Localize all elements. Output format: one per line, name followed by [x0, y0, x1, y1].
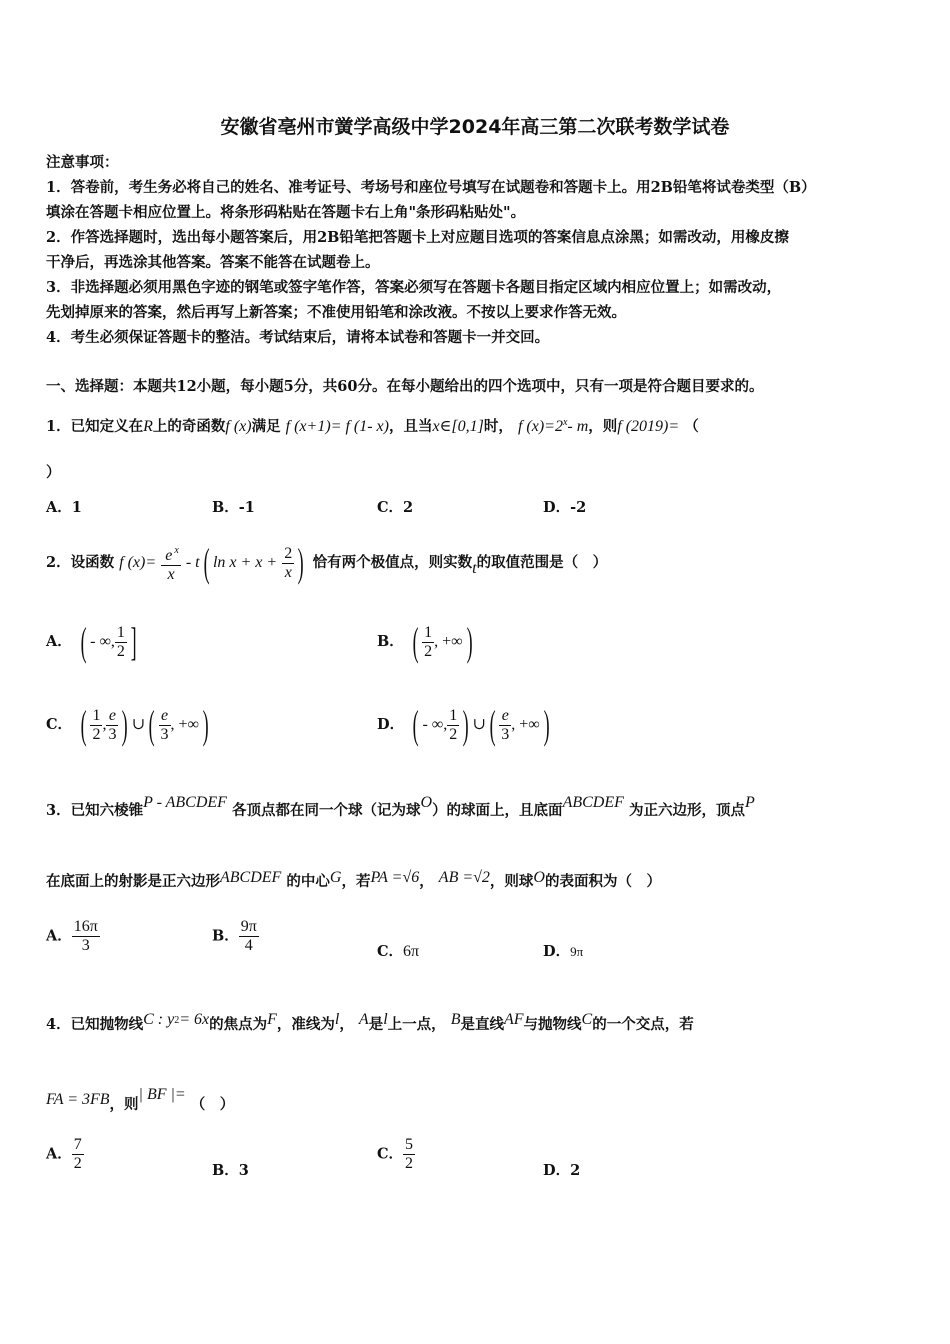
q4-text: 上一点，	[387, 1016, 446, 1033]
paren-left: (	[412, 619, 419, 664]
q4-text: ，	[339, 1016, 354, 1033]
question-3	[46, 788, 906, 826]
option-label: C．	[377, 1145, 404, 1163]
q3-math: P	[744, 794, 755, 811]
q3-math: ABCDEF	[562, 794, 624, 811]
option-math: e	[106, 707, 118, 726]
q4-math: = 6x	[179, 1011, 210, 1028]
paren-right: )	[297, 540, 304, 585]
q3-math: G	[329, 869, 342, 886]
paren-right: )	[543, 702, 550, 747]
option-math: 4	[244, 937, 253, 954]
q4-text: ，准线为	[276, 1016, 335, 1033]
option-fraction	[447, 707, 459, 744]
notice-line: 干净后，再选涂其他答案。答案不能答在试题卷上。	[46, 254, 380, 271]
option-math: 2	[92, 725, 101, 743]
option-math: 2	[405, 1155, 414, 1172]
q1-text: （	[684, 417, 699, 435]
notice-heading: 注意事项：	[46, 154, 119, 171]
q1-math: f (x+1)= f (1- x)	[285, 417, 389, 435]
q1-text: 1．已知定义在	[46, 417, 144, 435]
q1-text: 满足	[251, 417, 281, 435]
q3-text: 在底面上的射影是正六边形	[46, 873, 220, 890]
q2-math: x	[284, 563, 292, 581]
option-math: 3	[108, 725, 117, 743]
q3-option-c	[377, 940, 419, 961]
q4-text: ，则	[109, 1096, 139, 1113]
q1-text: ，则	[588, 417, 618, 435]
comma: ,	[102, 716, 107, 733]
q4-math: | BF |=	[138, 1086, 186, 1103]
q2-text: 2．设函数	[46, 554, 115, 571]
option-math: ∪	[131, 716, 146, 733]
q3-math: PA =√6	[370, 869, 420, 886]
option-math: 9π	[570, 944, 584, 959]
notice-line: 2．作答选择题时，选出每小题答案后，用2B铅笔把答题卡上对应题目选项的答案信息点涂黑；如需改动，用橡皮擦	[46, 229, 789, 246]
option-label: A．	[46, 927, 72, 945]
q3-math: O	[420, 794, 433, 811]
q1-math: f (x)	[225, 417, 252, 435]
q4-text: 的焦点为	[209, 1016, 268, 1033]
q1-math: R	[143, 417, 153, 435]
option-math: , +∞	[511, 716, 540, 733]
option-label: C．	[377, 943, 404, 960]
q3-text: 各顶点都在同一个球（记为球	[232, 802, 421, 819]
option-math: 3	[81, 937, 90, 954]
option-math: 2	[116, 642, 125, 660]
q4-text: 是直线	[460, 1016, 504, 1033]
q4-math: FA = 3FB	[46, 1091, 110, 1108]
q4-math: A	[358, 1011, 369, 1028]
paren-left: (	[203, 540, 210, 585]
q3-option-b	[212, 918, 259, 955]
q1-option-a: A．1	[46, 499, 82, 516]
q3-text: 的中心	[286, 873, 330, 890]
q2-math: e	[165, 546, 173, 564]
q2-option-d	[377, 702, 553, 747]
q3-math: O	[533, 869, 545, 886]
q4-math: C	[581, 1011, 593, 1028]
q4-option-a	[46, 1136, 84, 1173]
q4-text: 与抛物线	[523, 1016, 582, 1033]
option-label: B．	[212, 927, 239, 945]
q4-text: 是	[368, 1016, 384, 1033]
question-4	[46, 1005, 906, 1040]
q1-math: f (x)=2	[517, 417, 563, 435]
option-fraction	[115, 624, 127, 661]
q1-text: 上的奇函数	[152, 417, 226, 435]
option-fraction	[72, 918, 100, 955]
q2-fraction	[161, 542, 181, 583]
option-math: 5	[405, 1136, 414, 1153]
option-math: 9π	[240, 918, 257, 935]
question-2	[46, 540, 906, 586]
paren-left: (	[80, 619, 87, 664]
option-math: 3	[160, 725, 169, 743]
q1-math: f (2019)=	[617, 417, 680, 435]
q3-text: ，则球	[489, 873, 534, 890]
q3-text: ）的球面上，且底面	[432, 802, 563, 819]
option-label: B．	[377, 633, 404, 650]
q4-text: 4．已知抛物线	[46, 1016, 144, 1033]
q1-math: x∈[0,1]	[432, 417, 484, 435]
option-label: A．	[46, 1145, 72, 1163]
paren-left: (	[412, 702, 419, 747]
option-math: , +∞	[434, 633, 463, 650]
q4-math: F	[267, 1011, 277, 1028]
q3-text: ，	[419, 873, 434, 890]
notice-line: 填涂在答题卡相应位置上。将条形码粘贴在答题卡右上角"条形码粘贴处"。	[46, 204, 526, 221]
notice-line: 3．非选择题必须用黑色字迹的钢笔或签字笔作答，答案必须写在答题卡各题目指定区域内相应位置上；如需改动，	[46, 279, 782, 296]
option-fraction	[499, 707, 511, 744]
q4-option-c	[377, 1136, 415, 1173]
q4-math: 2	[174, 1015, 180, 1027]
q3-math: AB =√2	[438, 869, 490, 886]
q1-math: - m	[567, 417, 589, 435]
option-fraction	[159, 707, 171, 744]
q1-math: x	[562, 417, 568, 428]
q2-option-c	[46, 702, 212, 747]
question-4-cont	[46, 1080, 906, 1120]
q1-close: ）	[46, 464, 61, 481]
q2-option-a	[46, 619, 140, 664]
paren-right: )	[122, 702, 129, 747]
option-fraction	[90, 707, 102, 744]
q4-math: l	[334, 1011, 340, 1028]
option-math: 6π	[403, 943, 420, 960]
option-math: e	[159, 707, 171, 726]
option-label: D．	[543, 943, 571, 960]
notice-line: 先划掉原来的答案，然后再写上新答案；不准使用铅笔和涂改液。不按以上要求作答无效。	[46, 304, 626, 321]
q2-text: 恰有两个极值点，则实数	[312, 554, 473, 571]
question-1	[46, 410, 906, 439]
q2-math: ln x + x +	[212, 554, 278, 571]
q4-text: （ ）	[190, 1096, 235, 1113]
q1-text: ，且当	[388, 417, 433, 435]
q2-math: x	[174, 545, 179, 557]
page-title: 安徽省亳州市黉学高级中学2024年高三第二次联考数学试卷	[220, 116, 730, 138]
q2-math: t	[472, 560, 477, 577]
q2-math: - t	[185, 554, 200, 571]
q4-math: l	[383, 1011, 388, 1028]
option-math: 16π	[73, 918, 98, 935]
option-math: 1	[92, 706, 101, 724]
option-math: 1	[449, 706, 458, 724]
q2-math: f (x)=	[119, 554, 157, 571]
q4-option-b: B．3	[212, 1162, 249, 1179]
paren-left: (	[148, 702, 155, 747]
option-math: 2	[449, 725, 458, 743]
paren-right: )	[202, 702, 209, 747]
option-math: 2	[424, 642, 433, 660]
q4-math: C : y	[143, 1011, 175, 1028]
q2-option-b	[377, 619, 476, 664]
q1-option-c: C．2	[377, 499, 414, 516]
q4-math: AF	[503, 1011, 524, 1028]
q1-option-b: B．-1	[212, 499, 255, 516]
option-fraction	[403, 1136, 415, 1173]
paren-left: (	[489, 702, 496, 747]
option-math: 3	[501, 725, 510, 743]
paren-right: )	[466, 619, 473, 664]
q2-math: x	[167, 565, 175, 583]
question-3-cont	[46, 863, 906, 897]
option-label: A．	[46, 633, 72, 650]
notice-line: 1．答卷前，考生务必将自己的姓名、准考证号、考场号和座位号填写在试题卷和答题卡上。用2B铅笔将试卷类型（B）	[46, 179, 816, 196]
option-math: e	[499, 707, 511, 726]
q1-option-d: D．-2	[543, 499, 587, 516]
q1-text: 时，	[483, 417, 513, 435]
option-math: 1	[424, 623, 433, 641]
option-math: , +∞	[170, 716, 199, 733]
option-label: C．	[46, 716, 73, 733]
q4-text: 的一个交点，若	[592, 1016, 694, 1033]
option-math: 1	[116, 623, 125, 641]
q2-fraction	[282, 545, 294, 582]
option-fraction	[72, 1136, 84, 1173]
option-math: - ∞,	[90, 633, 115, 650]
q3-option-d	[543, 940, 583, 961]
q3-math: P - ABCDEF	[143, 794, 227, 811]
option-fraction	[106, 707, 118, 744]
option-math: - ∞,	[422, 716, 448, 733]
q4-option-d: D．2	[543, 1162, 581, 1179]
paren-right: )	[462, 702, 469, 747]
option-math: 7	[73, 1136, 82, 1153]
q3-text: 的表面积为（ ）	[544, 873, 661, 890]
q3-math: ABCDEF	[220, 869, 282, 886]
q4-math: B	[450, 1011, 461, 1028]
notice-line: 4．考生必须保证答题卡的整洁。考试结束后，请将本试卷和答题卡一并交回。	[46, 329, 550, 346]
q3-option-a	[46, 918, 100, 955]
q2-text: 的取值范围是（ ）	[476, 554, 608, 571]
paren-left: (	[80, 702, 87, 747]
q3-text: ，若	[341, 873, 371, 890]
option-math: 2	[73, 1155, 82, 1172]
bracket-right: ]	[130, 619, 137, 664]
section-heading: 一、选择题：本题共12小题，每小题5分，共60分。在每小题给出的四个选项中，只有一项是符合题目要求的。	[46, 378, 764, 395]
option-math: ∪	[472, 716, 486, 733]
option-fraction	[239, 918, 259, 955]
option-label: D．	[377, 716, 405, 733]
q3-text: 为正六边形，顶点	[628, 802, 745, 819]
q2-math: 2	[284, 544, 293, 562]
option-fraction	[422, 624, 434, 661]
q3-text: 3．已知六棱锥	[46, 802, 144, 819]
